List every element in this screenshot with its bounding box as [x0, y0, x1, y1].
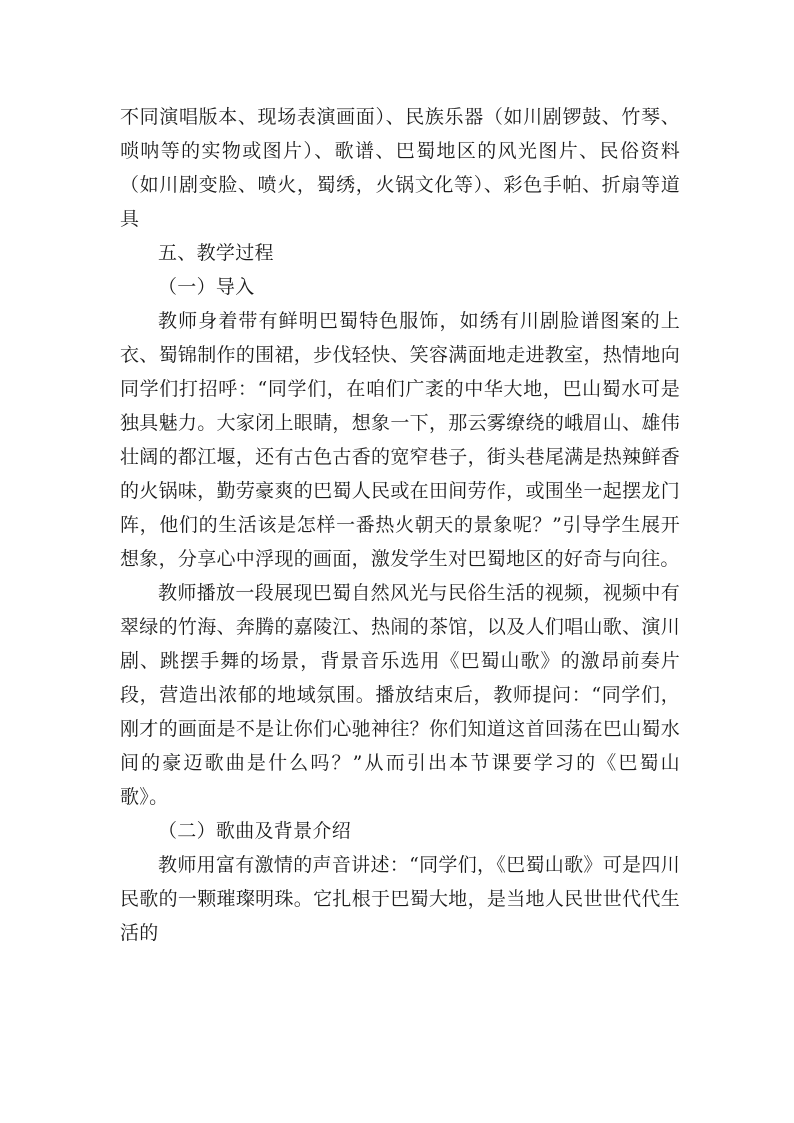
paragraph-introduction-2: 教师播放一段展现巴蜀自然风光与民俗生活的视频，视频中有翠绿的竹海、奔腾的嘉陵江、热闹的茶馆，以及人们唱山歌、演川剧、跳摆手舞的场景，背景音乐选用《巴蜀山歌》的激昂前奏片段，营造出浓郁的地域氛围。播放结束后，教师提问：“同学们，刚才的画面是不是让你们心驰神往？你们知道这首回荡在巴山蜀水间的豪迈歌曲是什么吗？”从而引出本节课要学习的《巴蜀山歌》。	[120, 582, 680, 808]
paragraph-materials-continued: 不同演唱版本、现场表演画面）、民族乐器（如川剧锣鼓、竹琴、唢呐等的实物或图片）、歌谱、巴蜀地区的风光图片、民俗资料（如川剧变脸、喷火，蜀绣，火锅文化等）、彩色手帕、折扇等道具	[120, 106, 680, 230]
section-heading-teaching-process: 五、教学过程	[158, 242, 274, 264]
paragraph-song-background-1: 教师用富有激情的声音讲述：“同学们，《巴蜀山歌》可是四川民歌的一颗璀璨明珠。它扎根于巴蜀大地，是当地人民世世代代生活的	[120, 854, 680, 944]
subheading-introduction: （一）导入	[158, 276, 255, 298]
document-page	[120, 100, 680, 950]
subheading-song-background: （二）歌曲及背景介绍	[158, 820, 352, 842]
paragraph-introduction-1: 教师身着带有鲜明巴蜀特色服饰，如绣有川剧脸谱图案的上衣、蜀锦制作的围裙，步伐轻快、笑容满面地走进教室，热情地向同学们打招呼：“同学们，在咱们广袤的中华大地，巴山蜀水可是独具魅力。大家闭上眼睛，想象一下，那云雾缭绕的峨眉山、雄伟壮阔的都江堰，还有古色古香的宽窄巷子，街头巷尾满是热辣鲜香的火锅味，勤劳豪爽的巴蜀人民或在田间劳作，或围坐一起摆龙门阵，他们的生活该是怎样一番热火朝天的景象呢？”引导学生展开想象，分享心中浮现的画面，激发学生对巴蜀地区的好奇与向往。	[120, 310, 680, 570]
